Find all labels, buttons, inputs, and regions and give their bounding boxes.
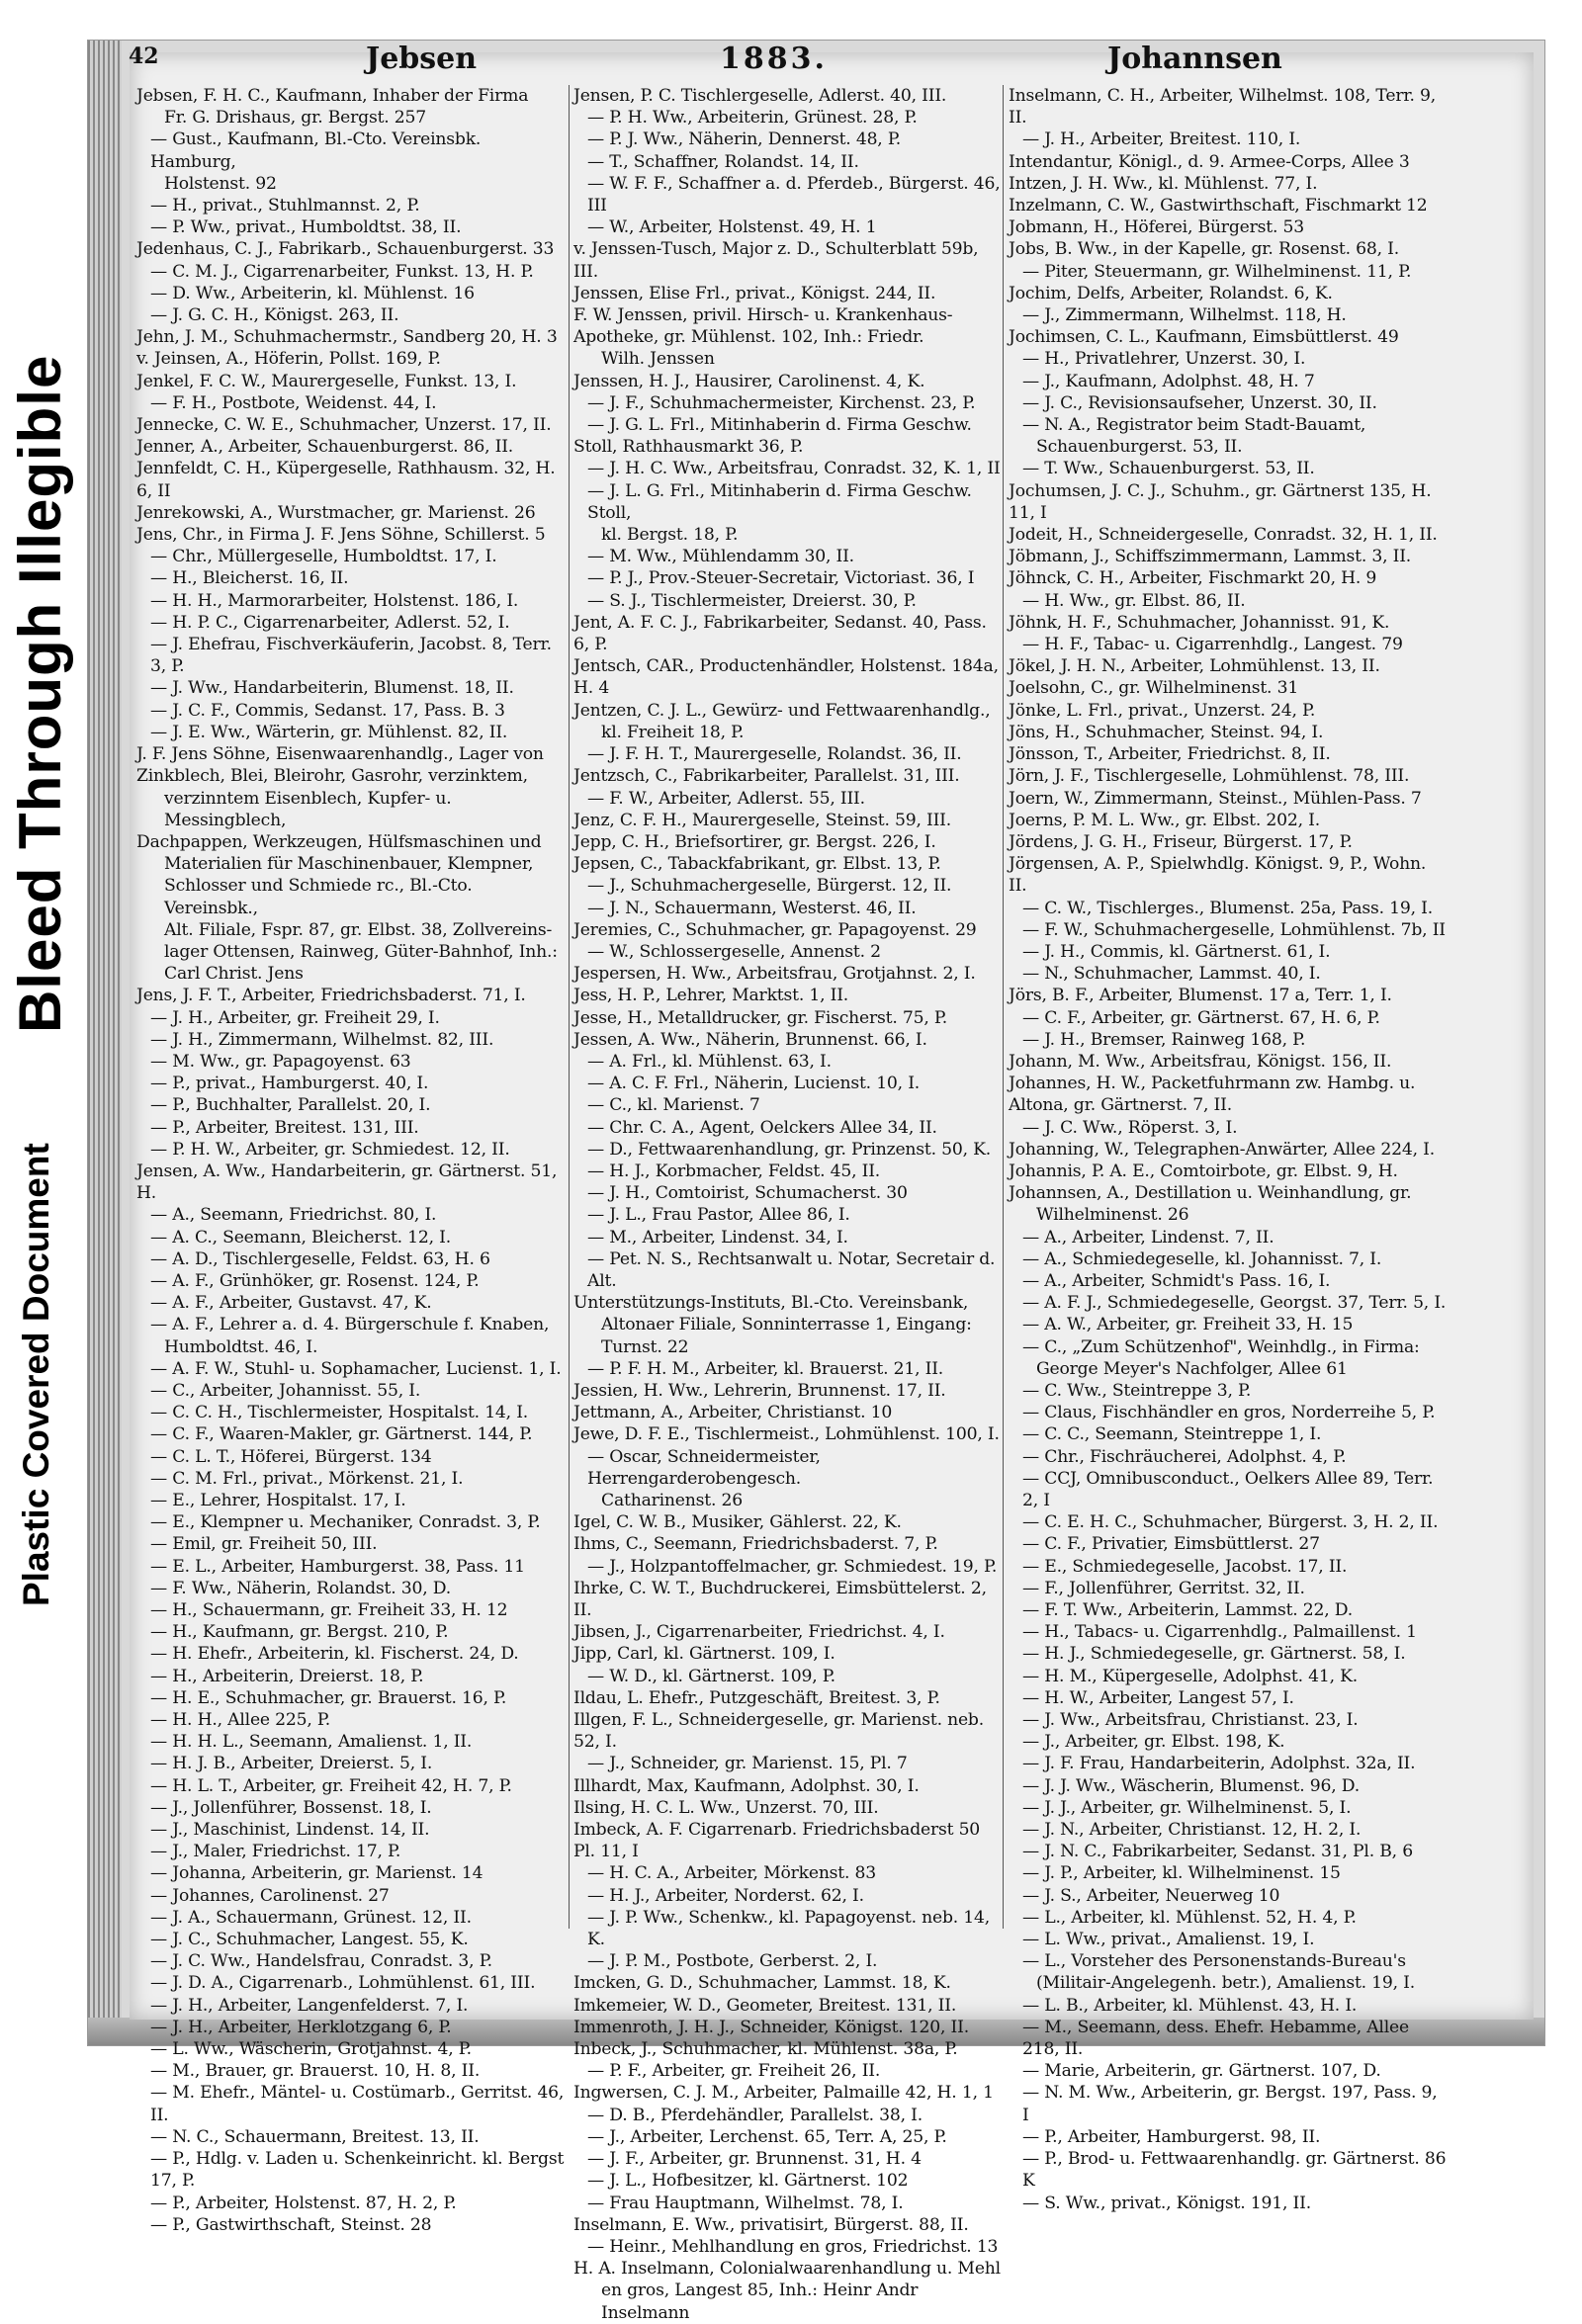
- directory-subentry: — H., Privatlehrer, Unzerst. 30, I.: [1022, 349, 1306, 370]
- directory-entry: Imkemeier, W. D., Geometer, Breitest. 131, II.: [573, 1995, 957, 2016]
- directory-entry: Jönsson, T., Arbeiter, Friedrichst. 8, II.: [1009, 744, 1331, 765]
- directory-subentry: — J. Ww., Handarbeiterin, Blumenst. 18, II.: [150, 678, 514, 699]
- directory-entry: Jewe, D. F. E., Tischlermeist., Lohmühlenst. 100, I.: [573, 1424, 1000, 1445]
- directory-entry: Jenssen, H. J., Hausirer, Carolinenst. 4, K.: [573, 371, 925, 391]
- directory-entry: en gros, Langest 85, Inh.: Heinr Andr Inselmann: [601, 2281, 923, 2323]
- directory-entry: Jehn, J. M., Schuhmachermstr., Sandberg 20, H. 3: [136, 327, 558, 348]
- directory-subentry: — F. H., Postbote, Weidenst. 44, I.: [150, 392, 437, 413]
- directory-subentry: — J. H. C. Ww., Arbeitsfrau, Conradst. 32, K. 1, II: [587, 459, 1001, 479]
- directory-entry: Joerns, P. M. L. Ww., gr. Elbst. 202, I.: [1009, 810, 1320, 830]
- directory-column-3: [1009, 85, 1451, 2213]
- directory-subentry: — J., Schuhmachergeselle, Bürgerst. 12, II.: [587, 876, 952, 897]
- directory-subentry: — L., Vorsteher des Personenstands-Bureau's: [1022, 1951, 1406, 1972]
- directory-subentry: — P., Buchhalter, Parallelst. 20, I.: [150, 1095, 431, 1116]
- directory-entry: Jesse, H., Metalldrucker, gr. Fischerst. 75, P.: [573, 1007, 948, 1028]
- directory-entry: Inselmann, E. Ww., privatisirt, Bürgerst. 88, II.: [573, 2214, 969, 2235]
- directory-entry: H. A. Inselmann, Colonialwaarenhandlung u. Mehl: [573, 2259, 1001, 2280]
- directory-entry: v. Jeinsen, A., Höferin, Pollst. 169, P.: [136, 349, 441, 370]
- directory-subentry: — J. F., Schuhmachermeister, Kirchenst. 23, P.: [587, 392, 976, 413]
- header-year: 1883.: [720, 42, 828, 76]
- directory-subentry: — F. T. Ww., Arbeiterin, Lammst. 22, D.: [1022, 1600, 1354, 1621]
- directory-subentry: — J. H., Arbeiter, gr. Freiheit 29, I.: [150, 1007, 440, 1028]
- directory-subentry: — N., Schuhmacher, Lammst. 40, I.: [1022, 964, 1321, 985]
- directory-entry: Schlosser und Schmiede rc., Bl.-Cto. Vereinsbk.,: [164, 876, 478, 918]
- directory-subentry: — J. C. Ww., Handelsfrau, Conradst. 3, P.: [150, 1951, 492, 1972]
- directory-subentry: — M., Brauer, gr. Brauerst. 10, H. 8, II.: [150, 2061, 481, 2082]
- directory-entry: George Meyer's Nachfolger, Allee 61: [1036, 1358, 1348, 1379]
- directory-subentry: — A. Frl., kl. Mühlenst. 63, I.: [587, 1051, 832, 1072]
- directory-entry: Jodeit, H., Schneidergeselle, Conradst. 32, H. 1, II.: [1009, 525, 1438, 546]
- directory-subentry: — S. Ww., privat., Königst. 191, II.: [1022, 2193, 1311, 2213]
- directory-entry: verzinntem Eisenblech, Kupfer- u. Messingblech,: [164, 788, 457, 830]
- directory-entry: Johannis, P. A. E., Comtoirbote, gr. Elbst. 9, H.: [1009, 1161, 1398, 1181]
- directory-subentry: — H. J., Schmiedegeselle, gr. Gärtnerst. 58, I.: [1022, 1644, 1406, 1665]
- directory-subentry: — J. H., Bremser, Rainweg 168, P.: [1022, 1029, 1306, 1050]
- directory-subentry: — J. F. H. T., Maurergeselle, Rolandst. 36, II.: [587, 744, 962, 765]
- directory-subentry: — J. H., Comtoirist, Schumacherst. 30: [587, 1183, 908, 1204]
- directory-subentry: — Johannes, Carolinenst. 27: [150, 1885, 390, 1906]
- directory-subentry: — A. C. F. Frl., Näherin, Lucienst. 10, I.: [587, 1074, 921, 1094]
- directory-entry: Jepp, C. H., Briefsortirer, gr. Bergst. 226, I.: [573, 831, 936, 852]
- directory-entry: Jenrekowski, A., Wurstmacher, gr. Marienst. 26: [136, 502, 536, 523]
- directory-entry: Catharinenst. 26: [601, 1491, 743, 1510]
- directory-entry: Imcken, G. D., Schuhmacher, Lammst. 18, K.: [573, 1973, 951, 1994]
- directory-entry: v. Jenssen-Tusch, Major z. D., Schulterblatt 59b, III.: [573, 239, 984, 282]
- directory-subentry: — D. Ww., Arbeiterin, kl. Mühlenst. 16: [150, 283, 475, 303]
- page-number: 42: [129, 43, 159, 69]
- directory-entry: Jöns, H., Schuhmacher, Steinst. 94, I.: [1009, 722, 1324, 742]
- directory-subentry: — P., Hdlg. v. Laden u. Schenkeinricht. kl. Bergst 17, P.: [150, 2149, 570, 2192]
- directory-entry: Jenz, C. F. H., Maurergeselle, Steinst. 59, III.: [573, 810, 952, 830]
- directory-subentry: — Chr., Fischräucherei, Adolphst. 4, P.: [1022, 1446, 1347, 1467]
- directory-subentry: — J. F., Arbeiter, gr. Brunnenst. 31, H. 4: [587, 2149, 922, 2170]
- directory-entry: Jörn, J. F., Tischlergeselle, Lohmühlenst. 78, III.: [1009, 766, 1410, 787]
- directory-subentry: — H. H. L., Seemann, Amalienst. 1, II.: [150, 1732, 473, 1753]
- directory-subentry: — M., Seemann, dess. Ehefr. Hebamme, Allee 218, II.: [1022, 2017, 1415, 2060]
- directory-entry: kl. Freiheit 18, P.: [601, 722, 745, 742]
- directory-subentry: — A., Schmiedegeselle, kl. Johannisst. 7, I.: [1022, 1248, 1382, 1269]
- stamp-plastic-covered-label: Plastic Covered Document: [16, 1143, 56, 1606]
- directory-entry: Jönke, L. Frl., privat., Unzerst. 24, P.: [1009, 700, 1316, 721]
- directory-entry: Imbeck, A. F. Cigarrenarb. Friedrichsbaderst 50 Pl. 11, I: [573, 1820, 986, 1862]
- directory-subentry: — E., Lehrer, Hospitalst. 17, I.: [150, 1491, 406, 1510]
- directory-subentry: — A. F., Lehrer a. d. 4. Bürgerschule f. Knaben,: [150, 1315, 550, 1335]
- directory-subentry: — J. F. Frau, Handarbeiterin, Adolphst. 32a, II.: [1022, 1754, 1416, 1774]
- directory-entry: Joelsohn, C., gr. Wilhelminenst. 31: [1009, 678, 1299, 699]
- directory-entry: Intzen, J. H. Ww., kl. Mühlenst. 77, I.: [1009, 173, 1318, 194]
- directory-subentry: — A., Seemann, Friedrichst. 80, I.: [150, 1205, 437, 1226]
- directory-subentry: — J., Kaufmann, Adolphst. 48, H. 7: [1022, 371, 1315, 391]
- directory-subentry: — J. G. C. H., Königst. 263, II.: [150, 305, 399, 326]
- directory-subentry: — C., kl. Marienst. 7: [587, 1095, 760, 1116]
- directory-subentry: — J. J. Ww., Wäscherin, Blumenst. 96, D.: [1022, 1775, 1360, 1796]
- directory-entry: Jentzsch, C., Fabrikarbeiter, Parallelst. 31, III.: [573, 766, 960, 787]
- directory-entry: Ildau, L. Ehefr., Putzgeschäft, Breitest. 3, P.: [573, 1687, 940, 1708]
- directory-entry: Jettmann, A., Arbeiter, Christianst. 10: [573, 1403, 893, 1423]
- directory-subentry: — F. W., Arbeiter, Adlerst. 55, III.: [587, 788, 865, 809]
- directory-subentry: — W., Schlossergeselle, Annenst. 2: [587, 941, 881, 962]
- directory-subentry: — Frau Hauptmann, Wilhelmst. 78, I.: [587, 2193, 904, 2213]
- directory-entry: Wilhelminenst. 26: [1036, 1205, 1189, 1226]
- directory-subentry: — P., Arbeiter, Hamburgerst. 98, II.: [1022, 2126, 1321, 2147]
- directory-entry: Jennecke, C. W. E., Schuhmacher, Unzerst. 17, II.: [136, 415, 552, 436]
- directory-entry: Jens, Chr., in Firma J. F. Jens Söhne, Schillerst. 5: [136, 525, 546, 546]
- directory-subentry: — Heinr., Mehlhandlung en gros, Friedrichst. 13: [587, 2236, 999, 2257]
- directory-subentry: — C. M. J., Cigarrenarbeiter, Funkst. 13, H. P.: [150, 261, 534, 282]
- directory-entry: (Militair-Angelegenh. betr.), Amalienst. 19, I.: [1036, 1973, 1416, 1994]
- directory-subentry: — H., Kaufmann, gr. Bergst. 210, P.: [150, 1622, 449, 1643]
- directory-entry: Jess, H. P., Lehrer, Marktst. 1, II.: [573, 986, 849, 1006]
- directory-entry: Illgen, F. L., Schneidergeselle, gr. Marienst. neb. 52, I.: [573, 1710, 990, 1753]
- directory-subentry: — D. B., Pferdehändler, Parallelst. 38, I.: [587, 2105, 923, 2125]
- directory-subentry: — H., Arbeiterin, Dreierst. 18, P.: [150, 1666, 424, 1686]
- directory-subentry: — J. H., Commis, kl. Gärtnerst. 61, I.: [1022, 941, 1331, 962]
- directory-entry: Jepsen, C., Tabackfabrikant, gr. Elbst. 13, P.: [573, 854, 941, 875]
- directory-subentry: — A. F. J., Schmiedegeselle, Georgst. 37, Terr. 5, I.: [1022, 1293, 1447, 1314]
- directory-subentry: — N. M. Ww., Arbeiterin, gr. Bergst. 197, Pass. 9, I: [1022, 2083, 1443, 2125]
- directory-entry: Jörs, B. F., Arbeiter, Blumenst. 17 a, Terr. 1, I.: [1009, 986, 1392, 1006]
- directory-subentry: — P., privat., Hamburgerst. 40, I.: [150, 1074, 429, 1094]
- directory-subentry: — J. C. Ww., Röperst. 3, I.: [1022, 1117, 1238, 1138]
- directory-subentry: — A., Arbeiter, Lindenst. 7, II.: [1022, 1227, 1274, 1248]
- directory-subentry: — L. B., Arbeiter, kl. Mühlenst. 43, H. I.: [1022, 1995, 1358, 2016]
- directory-entry: Jespersen, H. Ww., Arbeitsfrau, Grotjahnst. 2, I.: [573, 964, 976, 985]
- directory-subentry: — T. Ww., Schauenburgerst. 53, II.: [1022, 459, 1315, 479]
- stamp-bleed-through-label: Bleed Through Illegible: [7, 354, 73, 1033]
- directory-subentry: — Piter, Steuermann, gr. Wilhelminenst. 11, P.: [1022, 261, 1412, 282]
- directory-subentry: — J. H., Arbeiter, Breitest. 110, I.: [1022, 129, 1301, 150]
- directory-subentry: — J. Ww., Arbeitsfrau, Christianst. 23, I.: [1022, 1710, 1359, 1731]
- directory-subentry: — Gust., Kaufmann, Bl.-Cto. Vereinsbk. Hamburg,: [150, 129, 486, 172]
- directory-subentry: — J. D. A., Cigarrenarb., Lohmühlenst. 61, III.: [150, 1973, 536, 1994]
- header-left-word: Jebsen: [366, 42, 478, 76]
- directory-column-2: [573, 85, 1006, 2323]
- directory-entry: Apotheke, gr. Mühlenst. 102, Inh.: Friedr.: [573, 327, 924, 348]
- directory-subentry: — H. J., Korbmacher, Feldst. 45, II.: [587, 1161, 881, 1181]
- directory-subentry: — Chr., Müllergeselle, Humboldtst. 17, I.: [150, 547, 497, 567]
- directory-subentry: — Chr. C. A., Agent, Oelckers Allee 34, II.: [587, 1117, 937, 1138]
- directory-subentry: — H. H., Allee 225, P.: [150, 1710, 331, 1731]
- directory-subentry: — A. C., Seemann, Bleicherst. 12, I.: [150, 1227, 452, 1248]
- directory-subentry: — J. L., Frau Pastor, Allee 86, I.: [587, 1205, 850, 1226]
- directory-subentry: — M., Arbeiter, Lindenst. 34, I.: [587, 1227, 848, 1248]
- directory-entry: Johanning, W., Telegraphen-Anwärter, Allee 224, I.: [1009, 1139, 1435, 1160]
- directory-subentry: — P., Arbeiter, Holstenst. 87, H. 2, P.: [150, 2193, 457, 2213]
- directory-subentry: — H. M., Küpergeselle, Adolphst. 41, K.: [1022, 1666, 1359, 1686]
- directory-entry: Jentsch, CAR., Productenhändler, Holstenst. 184a, H. 4: [573, 656, 1005, 699]
- directory-subentry: — E. L., Arbeiter, Hamburgerst. 38, Pass. 11: [150, 1556, 525, 1577]
- directory-entry: Jeremies, C., Schuhmacher, gr. Papagoyenst. 29: [573, 919, 977, 940]
- directory-entry: Ingwersen, C. J. M., Arbeiter, Palmaille 42, H. 1, 1: [573, 2083, 994, 2104]
- directory-subentry: — J. C. F., Commis, Sedanst. 17, Pass. B. 3: [150, 700, 505, 721]
- directory-subentry: — P., Gastwirthschaft, Steinst. 28: [150, 2214, 432, 2235]
- directory-entry: Immenroth, J. H. J., Schneider, Königst. 120, II.: [573, 2017, 969, 2037]
- directory-entry: Joern, W., Zimmermann, Steinst., Mühlen-Pass. 7: [1009, 788, 1422, 809]
- directory-subentry: — C. M. Frl., privat., Mörkenst. 21, I.: [150, 1468, 464, 1489]
- directory-subentry: — H. W., Arbeiter, Langest 57, I.: [1022, 1687, 1294, 1708]
- header-right-word: Johannsen: [1107, 42, 1282, 76]
- directory-subentry: — P. H. W., Arbeiter, gr. Schmiedest. 12, II.: [150, 1139, 510, 1160]
- directory-subentry: — J. P., Arbeiter, kl. Wilhelminenst. 15: [1022, 1863, 1341, 1884]
- directory-entry: Ihms, C., Seemann, Friedrichsbaderst. 7, P.: [573, 1534, 938, 1555]
- directory-entry: Johannes, H. W., Packetfuhrmann zw. Hambg. u.: [1009, 1074, 1416, 1094]
- directory-entry: Ilsing, H. C. L. Ww., Unzerst. 70, III.: [573, 1797, 879, 1818]
- directory-subentry: — J. L. G. Frl., Mitinhaberin d. Firma Geschw. Stoll,: [587, 480, 978, 523]
- directory-entry: Jent, A. F. C. J., Fabrikarbeiter, Sedanst. 40, Pass. 6, P.: [573, 612, 993, 655]
- directory-subentry: — C. E. H. C., Schuhmacher, Bürgerst. 3, H. 2, II.: [1022, 1512, 1439, 1533]
- directory-subentry: — J. N., Arbeiter, Christianst. 12, H. 2, I.: [1022, 1820, 1362, 1841]
- directory-entry: Schauenburgerst. 53, II.: [1036, 437, 1243, 458]
- directory-entry: Jöhnck, C. H., Arbeiter, Fischmarkt 20, H. 9: [1009, 568, 1377, 589]
- directory-column-1: [136, 85, 570, 2235]
- directory-subentry: — J., Zimmermann, Wilhelmst. 118, H.: [1022, 305, 1347, 326]
- directory-subentry: — J. G. L. Frl., Mitinhaberin d. Firma Geschw.: [587, 415, 972, 436]
- directory-subentry: — H., Tabacs- u. Cigarrenhdlg., Palmaillenst. 1: [1022, 1622, 1417, 1643]
- directory-subentry: — H. H., Marmorarbeiter, Holstenst. 186, I.: [150, 590, 519, 611]
- directory-entry: Jentzen, C. J. L., Gewürz- und Fettwaarenhandlg.,: [573, 700, 991, 721]
- directory-subentry: — F. Ww., Näherin, Rolandst. 30, D.: [150, 1578, 451, 1598]
- directory-subentry: — E., Klempner u. Mechaniker, Conradst. 3, P.: [150, 1512, 541, 1533]
- page-header: [129, 43, 1315, 77]
- directory-subentry: — J. C., Revisionsaufseher, Unzerst. 30, II.: [1022, 392, 1377, 413]
- directory-entry: Turnst. 22: [601, 1336, 689, 1357]
- directory-subentry: — H. E., Schuhmacher, gr. Brauerst. 16, P.: [150, 1687, 507, 1708]
- directory-subentry: — A. D., Tischlergeselle, Feldst. 63, H. 6: [150, 1248, 490, 1269]
- directory-entry: Jöhnk, H. F., Schuhmacher, Johannisst. 91, K.: [1009, 612, 1390, 633]
- directory-subentry: — N. A., Registrator beim Stadt-Bauamt,: [1022, 415, 1366, 436]
- directory-subentry: — P. F. H. M., Arbeiter, kl. Brauerst. 21, II.: [587, 1358, 944, 1379]
- directory-subentry: — H. C. A., Arbeiter, Mörkenst. 83: [587, 1863, 877, 1884]
- directory-subentry: — J. J., Arbeiter, gr. Wilhelminenst. 5, I.: [1022, 1797, 1352, 1818]
- directory-entry: lager Ottensen, Rainweg, Güter-Bahnhof, Inh.:: [164, 941, 558, 962]
- directory-subentry: — C. F., Arbeiter, gr. Gärtnerst. 67, H. 6, P.: [1022, 1007, 1380, 1028]
- side-stamp: [0, 0, 89, 1621]
- directory-subentry: — J. N. C., Fabrikarbeiter, Sedanst. 31, Pl. B, 6: [1022, 1842, 1413, 1862]
- directory-subentry: — J. S., Arbeiter, Neuerweg 10: [1022, 1885, 1280, 1906]
- directory-subentry: — H. P. C., Cigarrenarbeiter, Adlerst. 52, I.: [150, 612, 510, 633]
- directory-subentry: — H., Bleicherst. 16, II.: [150, 568, 349, 589]
- directory-subentry: — H., privat., Stuhlmannst. 2, P.: [150, 196, 420, 216]
- directory-subentry: — M. Ww., gr. Papagoyenst. 63: [150, 1051, 411, 1072]
- directory-entry: Jochim, Delfs, Arbeiter, Rolandst. 6, K.: [1009, 283, 1333, 303]
- directory-subentry: — C. Ww., Steintreppe 3, P.: [1022, 1380, 1252, 1401]
- directory-subentry: — J. H., Arbeiter, Herklotzgang 6, P.: [150, 2017, 452, 2037]
- directory-entry: Stoll, Rathhausmarkt 36, P.: [573, 437, 804, 458]
- directory-subentry: — Marie, Arbeiterin, gr. Gärtnerst. 107, D.: [1022, 2061, 1381, 2082]
- directory-entry: Jennfeldt, C. H., Küpergeselle, Rathhausm. 32, H. 6, II: [136, 459, 561, 501]
- directory-entry: Jökel, J. H. N., Arbeiter, Lohmühlenst. 13, II.: [1009, 656, 1380, 677]
- directory-subentry: — J. Ehefrau, Fischverkäuferin, Jacobst. 8, Terr. 3, P.: [150, 635, 558, 677]
- directory-subentry: — F. W., Schuhmachergeselle, Lohmühlenst. 7b, II: [1022, 919, 1446, 940]
- directory-subentry: — A. W., Arbeiter, gr. Freiheit 33, H. 15: [1022, 1315, 1354, 1335]
- directory-subentry: — L., Arbeiter, kl. Mühlenst. 52, H. 4, P.: [1022, 1907, 1357, 1928]
- directory-subentry: — M. Ehefr., Mäntel- u. Costümarb., Gerritst. 46, II.: [150, 2083, 570, 2125]
- directory-subentry: — C., „Zum Schützenhof", Weinhdlg., in Firma:: [1022, 1336, 1420, 1357]
- directory-subentry: — A. F. W., Stuhl- u. Sophamacher, Lucienst. 1, I.: [150, 1358, 562, 1379]
- directory-subentry: — J. A., Schauermann, Grünest. 12, II.: [150, 1907, 472, 1928]
- directory-entry: F. W. Jenssen, privil. Hirsch- u. Krankenhaus-: [573, 305, 953, 326]
- directory-entry: J. F. Jens Söhne, Eisenwaarenhandlg., Lager von: [136, 744, 544, 765]
- directory-subentry: — D., Fettwaarenhandlung, gr. Prinzenst. 50, K.: [587, 1139, 992, 1160]
- directory-subentry: — A., Arbeiter, Schmidt's Pass. 16, I.: [1022, 1270, 1331, 1291]
- directory-subentry: — H. Ww., gr. Elbst. 86, II.: [1022, 590, 1246, 611]
- page-edge: [88, 41, 122, 2045]
- directory-subentry: — P. F., Arbeiter, gr. Freiheit 26, II.: [587, 2061, 881, 2082]
- directory-subentry: — W. F. F., Schaffner a. d. Pferdeb., Bürgerst. 46, III: [587, 173, 1006, 216]
- directory-entry: Jebsen, F. H. C., Kaufmann, Inhaber der Firma: [136, 86, 529, 106]
- directory-entry: Alt. Filiale, Fspr. 87, gr. Elbst. 38, Zollvereins-: [164, 919, 553, 940]
- directory-subentry: — H. F., Tabac- u. Cigarrenhdlg., Langest. 79: [1022, 635, 1403, 655]
- directory-subentry: — H. L. T., Arbeiter, gr. Freiheit 42, H. 7, P.: [150, 1775, 512, 1796]
- directory-subentry: — L. Ww., Wäscherin, Grotjahnst. 4, P.: [150, 2039, 472, 2060]
- directory-entry: Dachpappen, Werkzeugen, Hülfsmaschinen und: [136, 831, 542, 852]
- directory-subentry: — P. H. Ww., Arbeiterin, Grünest. 28, P.: [587, 108, 918, 129]
- directory-subentry: — S. J., Tischlermeister, Dreierst. 30, P.: [587, 590, 917, 611]
- directory-entry: Altona, gr. Gärtnerst. 7, II.: [1009, 1095, 1232, 1116]
- directory-entry: Jensen, A. Ww., Handarbeiterin, gr. Gärtnerst. 51, H.: [136, 1161, 563, 1204]
- directory-subentry: — C. C., Seemann, Steintreppe 1, I.: [1022, 1424, 1322, 1445]
- directory-subentry: — N. C., Schauermann, Breitest. 13, II.: [150, 2126, 480, 2147]
- directory-entry: Johann, M. Ww., Arbeitsfrau, Königst. 156, II.: [1009, 1051, 1392, 1072]
- directory-subentry: — Emil, gr. Freiheit 50, III.: [150, 1534, 378, 1555]
- directory-entry: Fr. G. Drishaus, gr. Bergst. 257: [164, 108, 427, 129]
- directory-subentry: — J., Schneider, gr. Marienst. 15, Pl. 7: [587, 1754, 908, 1774]
- directory-entry: Jibsen, J., Cigarrenarbeiter, Friedrichst. 4, I.: [573, 1622, 945, 1643]
- directory-entry: Johannsen, A., Destillation u. Weinhandlung, gr.: [1009, 1183, 1412, 1204]
- directory-entry: Jenner, A., Arbeiter, Schauenburgerst. 86, II.: [136, 437, 514, 458]
- directory-entry: Jenkel, F. C. W., Maurergeselle, Funkst. 13, I.: [136, 371, 517, 391]
- directory-subentry: — P., Arbeiter, Breitest. 131, III.: [150, 1117, 419, 1138]
- directory-entry: Jochumsen, J. C. J., Schuhm., gr. Gärtnerst 135, H. 11, I: [1009, 480, 1437, 523]
- directory-subentry: — J. N., Schauermann, Westerst. 46, II.: [587, 898, 917, 918]
- directory-entry: Jenssen, Elise Frl., privat., Königst. 244, II.: [573, 283, 936, 303]
- directory-entry: Jedenhaus, C. J., Fabrikarb., Schauenburgerst. 33: [136, 239, 555, 260]
- directory-entry: Jessen, A. Ww., Näherin, Brunnenst. 66, I.: [573, 1029, 927, 1050]
- directory-subentry: — J., Maler, Friedrichst. 17, P.: [150, 1842, 401, 1862]
- directory-entry: kl. Bergst. 18, P.: [601, 525, 739, 546]
- column-divider: [569, 85, 570, 1929]
- directory-subentry: — J. H., Arbeiter, Langenfelderst. 7, I.: [150, 1995, 469, 2016]
- directory-subentry: — P. J. Ww., Näherin, Dennerst. 48, P.: [587, 129, 901, 150]
- directory-entry: Jens, J. F. T., Arbeiter, Friedrichsbaderst. 71, I.: [136, 986, 526, 1006]
- directory-subentry: — A. F., Arbeiter, Gustavst. 47, K.: [150, 1293, 432, 1314]
- directory-subentry: — F., Jollenführer, Gerritst. 32, II.: [1022, 1578, 1305, 1598]
- directory-entry: Jochimsen, C. L., Kaufmann, Eimsbüttlerst. 49: [1009, 327, 1399, 348]
- directory-subentry: — W., Arbeiter, Holstenst. 49, H. 1: [587, 217, 877, 238]
- directory-entry: Jensen, P. C. Tischlergeselle, Adlerst. 40, III.: [573, 86, 947, 106]
- directory-subentry: — J. P. M., Postbote, Gerberst. 2, I.: [587, 1951, 878, 1972]
- directory-subentry: — J., Holzpantoffelmacher, gr. Schmiedest. 19, P.: [587, 1556, 998, 1577]
- directory-entry: Wilh. Jenssen: [601, 349, 715, 370]
- directory-entry: Jöbmann, J., Schiffszimmermann, Lammst. 3, II.: [1009, 547, 1412, 567]
- directory-subentry: — J., Arbeiter, Lerchenst. 65, Terr. A, 25, P.: [587, 2126, 947, 2147]
- directory-subentry: — Oscar, Schneidermeister, Herrengarderobengesch.: [587, 1446, 827, 1489]
- directory-entry: Jobmann, H., Höferei, Bürgerst. 53: [1009, 217, 1304, 238]
- directory-entry: Jessien, H. Ww., Lehrerin, Brunnenst. 17, II.: [573, 1380, 946, 1401]
- directory-subentry: — L. Ww., privat., Amalienst. 19, I.: [1022, 1930, 1315, 1950]
- directory-entry: Holstenst. 92: [164, 173, 277, 194]
- directory-entry: Igel, C. W. B., Musiker, Gählerst. 22, K.: [573, 1512, 902, 1533]
- directory-subentry: — C. C. H., Tischlermeister, Hospitalst. 14, I.: [150, 1403, 529, 1423]
- directory-subentry: — P. J., Prov.-Steuer-Secretair, Victoriast. 36, I: [587, 568, 975, 589]
- directory-subentry: — C., Arbeiter, Johannisst. 55, I.: [150, 1380, 421, 1401]
- directory-entry: Inzelmann, C. W., Gastwirthschaft, Fischmarkt 12: [1009, 196, 1428, 216]
- directory-entry: Inbeck, J., Schuhmacher, kl. Mühlenst. 38a, P.: [573, 2039, 958, 2060]
- directory-entry: Carl Christ. Jens: [164, 964, 304, 985]
- directory-subentry: — J., Arbeiter, gr. Elbst. 198, K.: [1022, 1732, 1285, 1753]
- directory-entry: Zinkblech, Blei, Bleirohr, Gasrohr, verzinktem,: [136, 766, 528, 787]
- directory-entry: Unterstützungs-Instituts, Bl.-Cto. Vereinsbank,: [573, 1293, 969, 1314]
- directory-subentry: — J. P. Ww., Schenkw., kl. Papagoyenst. neb. 14, K.: [587, 1907, 996, 1950]
- directory-entry: Ihrke, C. W. T., Buchdruckerei, Eimsbüttelerst. 2, II.: [573, 1578, 993, 1621]
- directory-subentry: — H. J., Arbeiter, Norderst. 62, I.: [587, 1885, 864, 1906]
- directory-entry: Materialien für Maschinenbauer, Klempner,: [164, 854, 534, 875]
- directory-subentry: — CCJ, Omnibusconduct., Oelkers Allee 89, Terr. 2, I: [1022, 1468, 1439, 1510]
- directory-subentry: — P., Brod- u. Fettwaarenhandlg. gr. Gärtnerst. 86 K: [1022, 2149, 1451, 2192]
- directory-subentry: — A. F., Grünhöker, gr. Rosenst. 124, P.: [150, 1270, 480, 1291]
- directory-subentry: — J. E. Ww., Wärterin, gr. Mühlenst. 82, II.: [150, 722, 508, 742]
- directory-subentry: — J., Jollenführer, Bossenst. 18, I.: [150, 1797, 432, 1818]
- directory-entry: Jördens, J. G. H., Friseur, Bürgerst. 17, P.: [1009, 831, 1353, 852]
- directory-entry: Jipp, Carl, kl. Gärtnerst. 109, I.: [573, 1644, 835, 1665]
- directory-subentry: — T., Schaffner, Rolandst. 14, II.: [587, 151, 859, 172]
- directory-subentry: — J. H., Zimmermann, Wilhelmst. 82, III.: [150, 1029, 494, 1050]
- directory-entry: Jobs, B. Ww., in der Kapelle, gr. Rosenst. 68, I.: [1009, 239, 1400, 260]
- directory-entry: Illhardt, Max, Kaufmann, Adolphst. 30, I.: [573, 1775, 920, 1796]
- directory-subentry: — H. J. B., Arbeiter, Dreierst. 5, I.: [150, 1754, 433, 1774]
- directory-subentry: — W. D., kl. Gärtnerst. 109, P.: [587, 1666, 835, 1686]
- directory-entry: Altonaer Filiale, Sonninterrasse 1, Eingang:: [601, 1315, 972, 1335]
- directory-subentry: — C. F., Waaren-Makler, gr. Gärtnerst. 144, P.: [150, 1424, 533, 1445]
- directory-subentry: — C. W., Tischlerges., Blumenst. 25a, Pass. 19, I.: [1022, 898, 1434, 918]
- directory-subentry: — J., Maschinist, Lindenst. 14, II.: [150, 1820, 430, 1841]
- directory-subentry: — J. C., Schuhmacher, Langest. 55, K.: [150, 1930, 469, 1950]
- directory-subentry: — P. Ww., privat., Humboldtst. 38, II.: [150, 217, 462, 238]
- directory-subentry: — J. L., Hofbesitzer, kl. Gärtnerst. 102: [587, 2171, 909, 2192]
- directory-subentry: — E., Schmiedegeselle, Jacobst. 17, II.: [1022, 1556, 1348, 1577]
- directory-entry: Intendantur, Königl., d. 9. Armee-Corps, Allee 3: [1009, 151, 1410, 172]
- directory-subentry: — Pet. N. S., Rechtsanwalt u. Notar, Secretair d. Alt.: [587, 1248, 1001, 1291]
- directory-subentry: — Claus, Fischhändler en gros, Norderreihe 5, P.: [1022, 1403, 1436, 1423]
- directory-entry: Humboldtst. 46, I.: [164, 1336, 318, 1357]
- directory-subentry: — Johanna, Arbeiterin, gr. Marienst. 14: [150, 1863, 483, 1884]
- directory-subentry: — C. L. T., Höferei, Bürgerst. 134: [150, 1446, 432, 1467]
- directory-subentry: — C. F., Privatier, Eimsbüttlerst. 27: [1022, 1534, 1320, 1555]
- directory-subentry: — M. Ww., Mühlendamm 30, II.: [587, 547, 854, 567]
- directory-entry: Jörgensen, A. P., Spielwhdlg. Königst. 9, P., Wohn. II.: [1009, 854, 1432, 897]
- directory-entry: Inselmann, C. H., Arbeiter, Wilhelmst. 108, Terr. 9, II.: [1009, 86, 1442, 129]
- directory-subentry: — H. Ehefr., Arbeiterin, kl. Fischerst. 24, D.: [150, 1644, 519, 1665]
- directory-subentry: — H., Schauermann, gr. Freiheit 33, H. 12: [150, 1600, 508, 1621]
